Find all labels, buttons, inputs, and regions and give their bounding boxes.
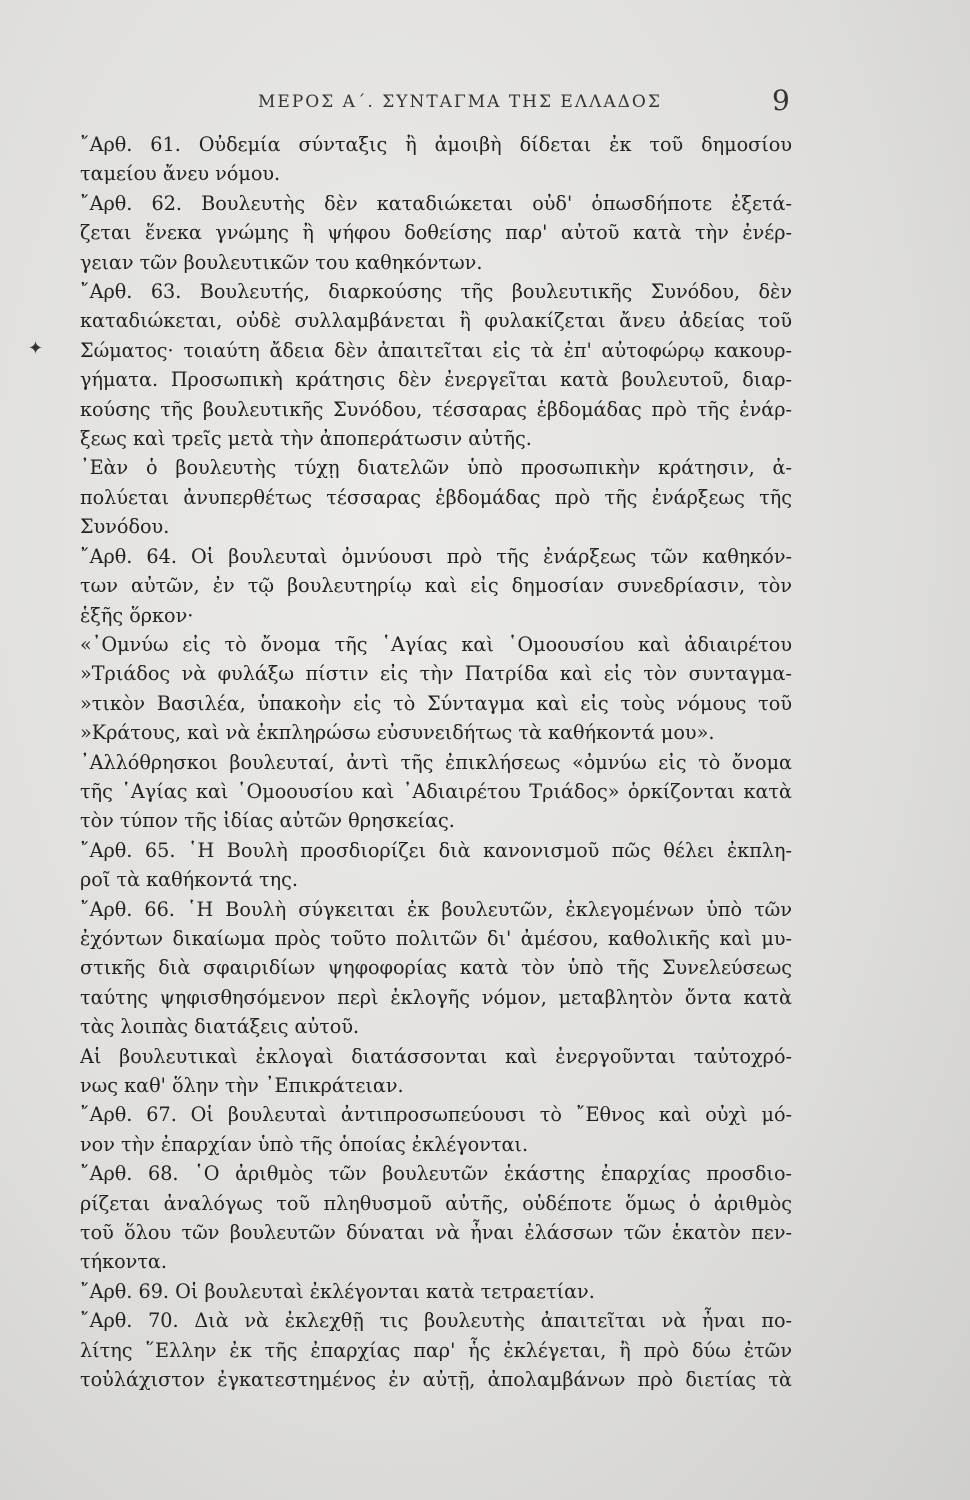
text-line: ῎Αρθ. 69. Οἱ βουλευταὶ ἐκλέγονται κατὰ τετραετίαν.: [80, 1279, 595, 1303]
text-line: γειαν τῶν βουλευτικῶν του καθηκόντων.: [80, 250, 483, 274]
text-line: των αὐτῶν, ἐν τῷ βουλευτηρίῳ καὶ εἰς δημοσίαν συνεδρίασιν, τὸν: [80, 574, 792, 598]
text-line: ἑξῆς ὅρκον·: [80, 603, 194, 627]
text-line: ῎Αρθ. 62. Βουλευτὴς δὲν καταδιώκεται οὐδ' ὁπωσδήποτε ἐξετά-: [80, 191, 792, 215]
text-line: ῎Αρθ. 63. Βουλευτής, διαρκούσης τῆς βουλευτικῆς Συνόδου, δὲν: [80, 280, 792, 304]
text-line: τήκοντα.: [80, 1250, 167, 1274]
text-line: ᾽Εὰν ὁ βουλευτὴς τύχῃ διατελῶν ὑπὸ προσωπικὴν κράτησιν, ἀ-: [80, 456, 792, 480]
page-number: 9: [772, 84, 790, 117]
text-line: ῎Αρθ. 70. Διὰ νὰ ἐκλεχθῇ τις βουλευτὴς ἀπαιτεῖται νὰ ἦναι πο-: [80, 1309, 792, 1333]
text-line: νον τὴν ἐπαρχίαν ὑπὸ τῆς ὁποίας ἐκλέγονται.: [80, 1132, 529, 1156]
text-line: καταδιώκεται, οὐδὲ συλλαμβάνεται ἢ φυλακίζεται ἄνευ ἀδείας τοῦ: [80, 309, 792, 333]
text-line: ῎Αρθ. 61. Οὐδεμία σύνταξις ἢ ἀμοιβὴ δίδεται ἐκ τοῦ δημοσίου: [80, 133, 792, 156]
text-line: ξεως καὶ τρεῖς μετὰ τὴν ἀποπεράτωσιν αὐτῆς.: [80, 427, 532, 451]
text-line: ταμείου ἄνευ νόμου.: [80, 162, 281, 186]
text-line: γήματα. Προσωπικὴ κράτησις δὲν ἐνεργεῖται κατὰ βουλευτοῦ, διαρ-: [80, 368, 792, 392]
text-line: τῆς ῾Αγίας καὶ ῾Ομοουσίου καὶ ᾽Αδιαιρέτου Τριάδος» ὁρκίζονται κατὰ: [80, 779, 792, 803]
text-line: λίτης ῞Ελλην ἐκ τῆς ἐπαρχίας παρ' ἧς ἐκλέγεται, ἢ πρὸ δύω ἐτῶν: [80, 1338, 792, 1362]
text-line: ἐχόντων δικαίωμα πρὸς τοῦτο πολιτῶν δι' ἀμέσου, καθολικῆς καὶ μυ-: [80, 926, 792, 950]
text-line: κούσης τῆς βουλευτικῆς Συνόδου, τέσσαρας ἑβδομάδας πρὸ τῆς ἐνάρ-: [80, 397, 792, 421]
margin-mark-icon: ✦: [28, 338, 44, 359]
text-line: στικῆς διὰ σφαιριδίων ψηφοφορίας κατὰ τὸν ὑπὸ τῆς Συνελεύσεως: [80, 956, 792, 980]
text-line: «᾽Ομνύω εἰς τὸ ὄνομα τῆς ῾Αγίας καὶ ῾Ομοουσίου καὶ ἀδιαιρέτου: [80, 632, 792, 656]
text-line: Αἱ βουλευτικαὶ ἐκλογαὶ διατάσσονται καὶ ἐνεργοῦνται ταὐτοχρό-: [80, 1044, 792, 1068]
text-line: ῎Αρθ. 66. ῾Η Βουλὴ σύγκειται ἐκ βουλευτῶν, ἐκλεγομένων ὑπὸ τῶν: [80, 897, 792, 921]
body-text: [80, 130, 792, 1394]
text-line: ᾽Αλλόθρησκοι βουλευταί, ἀντὶ τῆς ἐπικλήσεως «ὀμνύω εἰς τὸ ὄνομα: [80, 750, 792, 774]
text-line: πολύεται ἀνυπερθέτως τέσσαρας ἑβδομάδας πρὸ τῆς ἐνάρξεως τῆς: [80, 485, 792, 509]
text-line: »τικὸν Βασιλέα, ὑπακοὴν εἰς τὸ Σύνταγμα καὶ εἰς τοὺς νόμους τοῦ: [80, 691, 792, 715]
text-line: ταύτης ψηφισθησόμενον περὶ ἐκλογῆς νόμον, μεταβλητὸν ὄντα κατὰ: [80, 985, 792, 1009]
text-line: νως καθ' ὅλην τὴν ᾽Επικράτειαν.: [80, 1074, 404, 1097]
text-line: ροῖ τὰ καθήκοντά της.: [80, 868, 298, 892]
text-line: ρίζεται ἀναλόγως τοῦ πληθυσμοῦ αὐτῆς, οὐδέποτε ὅμως ὁ ἀριθμὸς: [80, 1191, 792, 1215]
text-line: τὸν τύπον τῆς ἰδίας αὐτῶν θρησκείας.: [80, 809, 455, 833]
text-line: Συνόδου.: [80, 515, 170, 539]
text-line: τὰς λοιπὰς διατάξεις αὐτοῦ.: [80, 1015, 360, 1039]
text-line: »Τριάδος νὰ φυλάξω πίστιν εἰς τὴν Πατρίδα καὶ εἰς τὸν συνταγμα-: [80, 662, 792, 686]
text-line: ῎Αρθ. 64. Οἱ βουλευταὶ ὀμνύουσι πρὸ τῆς ἐνάρξεως τῶν καθηκόν-: [80, 544, 792, 568]
text-line: ῎Αρθ. 68. ῾Ο ἀριθμὸς τῶν βουλευτῶν ἑκάστης ἐπαρχίας προσδιο-: [80, 1162, 792, 1186]
text-line: τοῦ ὅλου τῶν βουλευτῶν δύναται νὰ ἦναι ἐλάσσων τῶν ἑκατὸν πεν-: [80, 1221, 792, 1245]
text-line: »Κράτους, καὶ νὰ ἐκπληρώσω εὐσυνειδήτως τὰ καθήκοντά μου».: [80, 721, 715, 745]
text-line: ζεται ἕνεκα γνώμης ἢ ψήφου δοθείσης παρ' αὐτοῦ κατὰ τὴν ἐνέρ-: [80, 221, 792, 245]
text-line: ῎Αρθ. 67. Οἱ βουλευταὶ ἀντιπροσωπεύουσι τὸ ῎Εθνος καὶ οὐχὶ μό-: [80, 1103, 792, 1127]
running-header: ΜΕΡΟΣ Α΄. ΣΥΝΤΑΓΜΑ ΤΗΣ ΕΛΛΑΔΟΣ: [258, 92, 662, 112]
text-line: Σώματος· τοιαύτη ἄδεια δὲν ἀπαιτεῖται εἰς τὰ ἐπ' αὐτοφώρῳ κακουρ-: [80, 338, 792, 362]
text-line: τοὐλάχιστον ἐγκατεστημένος ἐν αὐτῇ, ἀπολαμβάνων πρὸ διετίας τὰ: [80, 1368, 792, 1392]
text-line: ῎Αρθ. 65. ῾Η Βουλὴ προσδιορίζει διὰ κανονισμοῦ πῶς θέλει ἐκπλη-: [80, 838, 792, 862]
